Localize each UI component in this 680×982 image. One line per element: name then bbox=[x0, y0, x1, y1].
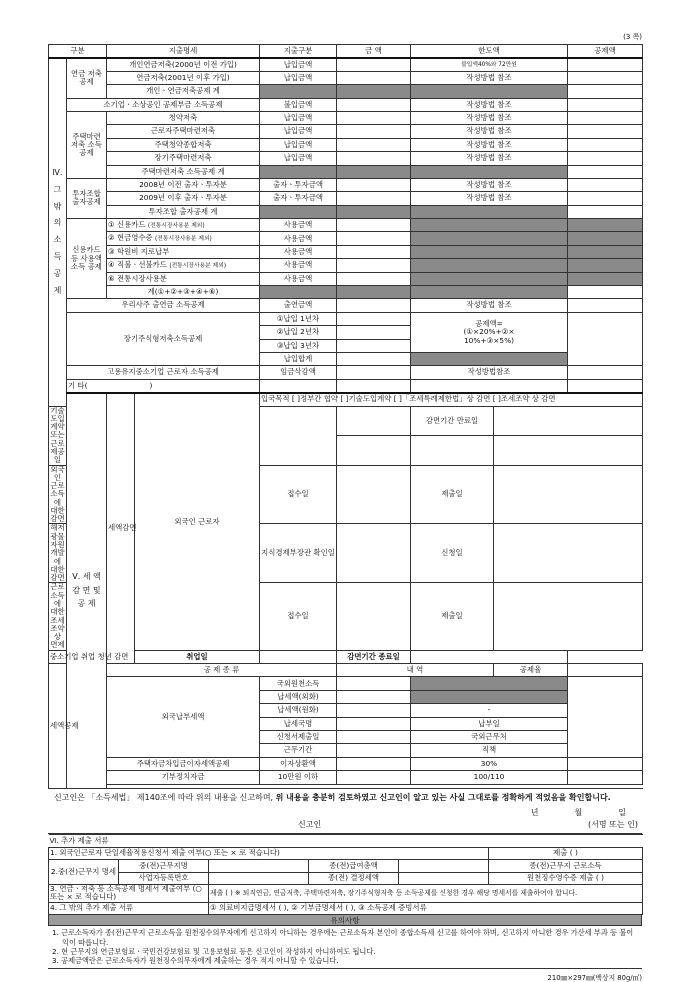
table-cell: 납세국명 bbox=[260, 717, 337, 730]
table-cell[interactable] bbox=[337, 219, 411, 232]
deduction-input[interactable] bbox=[568, 58, 643, 71]
table-cell: 신청일 bbox=[411, 524, 494, 583]
table-cell: 직책 bbox=[411, 744, 568, 757]
table-cell[interactable] bbox=[337, 436, 411, 465]
table-cell: 1. 외국인근로자 단일세율적용신청서 제출 여부(○ 또는 × 로 적습니다) bbox=[49, 847, 489, 860]
table-cell[interactable] bbox=[337, 690, 411, 703]
tax-form-page bbox=[48, 32, 642, 982]
table-cell bbox=[337, 85, 411, 98]
notes: 1. 근로소득자가 종(전)근무지 근로소득을 원천징수의무자에게 신고하지 아니하는 경우에는 근로소득자 본인이 종합소득세 신고를 하여야 하며, 신고하지 아니한 경우 가산세 부과 등 불이익이 따릅니다. 2. 현 근무지의 연금보험료ㆍ국민건강보험료 및 고용보험료 등은 신고인이 작성하지 아니하여도 됩니다. 3. 공제금액란은 근로소득자가 원천징수의무자에게 제출하는 경우 적지 아니할 수 있습니다. bbox=[48, 926, 642, 968]
section-4-label: Ⅳ. 그 밖 의 소 득 공 제 bbox=[49, 58, 67, 406]
table-cell: 납입금액 bbox=[260, 58, 337, 71]
table-cell bbox=[411, 85, 568, 98]
table-cell bbox=[568, 245, 643, 258]
table-cell: 금 액 bbox=[337, 45, 411, 58]
table-cell bbox=[568, 259, 643, 272]
table-cell: 세액공제 bbox=[49, 664, 67, 789]
table-cell[interactable] bbox=[337, 339, 411, 352]
amount-input[interactable] bbox=[337, 58, 411, 71]
table-cell: 사용금액 bbox=[260, 272, 337, 285]
table-cell: 출자ㆍ투자금액 bbox=[260, 178, 337, 191]
table-cell[interactable] bbox=[568, 71, 643, 84]
table-cell[interactable] bbox=[337, 232, 411, 245]
table-cell: 외국인 근로자 bbox=[135, 393, 260, 651]
table-cell[interactable] bbox=[568, 299, 643, 312]
table-cell[interactable] bbox=[568, 125, 643, 138]
table-cell: 근무기간 bbox=[260, 744, 337, 757]
table-cell: 국외근무처 bbox=[411, 731, 568, 744]
table-cell[interactable] bbox=[337, 111, 411, 124]
table-cell: 지출구분 bbox=[260, 45, 337, 58]
table-cell bbox=[568, 219, 643, 232]
table-cell: 사용금액 bbox=[260, 259, 337, 272]
table-cell[interactable]: 제출 ( ) ※ 퇴직연금, 연금저축, 주택마련저축, 장기주식형저축 등 소득공제를 신청한 경우 해당 명세서를 제출하여야 합니다. bbox=[209, 885, 643, 903]
table-cell: 납입금액 bbox=[260, 138, 337, 151]
table-cell bbox=[411, 205, 568, 218]
table-cell[interactable] bbox=[337, 125, 411, 138]
table-cell bbox=[260, 205, 337, 218]
table-cell[interactable] bbox=[568, 98, 643, 111]
table-cell: 작성방법참조 bbox=[411, 366, 568, 379]
table-cell: ① 의료비지급명세서 ( ), ② 기부금명세서 ( ), ③ 소득공제 증빙서류 bbox=[209, 902, 643, 915]
table-cell[interactable] bbox=[337, 366, 411, 379]
table-cell[interactable] bbox=[209, 872, 309, 885]
table-cell[interactable]: 제출 ( ) bbox=[489, 847, 643, 860]
table-cell: 작성방법 참조 bbox=[411, 299, 568, 312]
table-cell: 기부정치자금 bbox=[107, 771, 260, 784]
table-cell: 3. 연금ㆍ저축 등 소득공제 명세서 제출여부 (○ 또는 × 로 적습니다) bbox=[49, 885, 209, 903]
table-cell[interactable] bbox=[568, 771, 643, 784]
table-cell: 내 역 bbox=[337, 664, 494, 677]
table-cell[interactable] bbox=[337, 245, 411, 258]
table-cell[interactable] bbox=[337, 731, 411, 744]
table-cell: 개인ㆍ연금저축공제 계 bbox=[107, 85, 260, 98]
table-cell bbox=[411, 677, 568, 690]
table-cell[interactable] bbox=[337, 352, 411, 365]
table-cell: 장기주식형저축소득공제 bbox=[67, 312, 260, 366]
table-cell: ④ 직불ㆍ선불카드 (전통시장사용분 제외) bbox=[107, 259, 260, 272]
table-cell: 10만원 이하 bbox=[260, 771, 337, 784]
table-cell[interactable] bbox=[568, 152, 643, 165]
table-cell: 납입금액 bbox=[260, 152, 337, 165]
table-cell[interactable] bbox=[337, 744, 411, 757]
table-cell[interactable] bbox=[568, 379, 643, 392]
table-cell: 주택청약종합저축 bbox=[107, 138, 260, 151]
table-cell: 고용유지중소기업 근로자 소득공제 bbox=[67, 366, 260, 379]
table-cell: 30% bbox=[411, 757, 568, 770]
table-cell bbox=[411, 690, 568, 703]
table-cell: 투자조합 출자공제 bbox=[67, 178, 107, 218]
table-cell: Ⅵ. 추가 제출 서류 bbox=[49, 835, 643, 848]
table-cell: 작성방법 참조 bbox=[411, 138, 568, 151]
table-cell[interactable] bbox=[337, 524, 411, 583]
table-cell: 이자상환액 bbox=[260, 757, 337, 770]
table-cell bbox=[411, 286, 568, 299]
table-cell: 소기업ㆍ소상공인 공제부금 소득공제 bbox=[67, 98, 260, 111]
table-cell: 투자조합 출자공제 계 bbox=[107, 205, 260, 218]
table-cell: 100/110 bbox=[411, 771, 568, 784]
table-cell[interactable] bbox=[568, 312, 643, 366]
table-cell: 출연금액 bbox=[260, 299, 337, 312]
deduction-table bbox=[48, 44, 643, 789]
table-cell: 연금 저축공제 bbox=[67, 58, 107, 98]
table-cell: 제출일 bbox=[411, 583, 494, 650]
table-cell bbox=[411, 259, 568, 272]
table-cell: 연금저축(2001년 이후 가입) bbox=[107, 71, 260, 84]
table-cell bbox=[260, 286, 337, 299]
table-cell: ③ 학원비 지로납부 bbox=[107, 245, 260, 258]
table-cell: 납입금액 bbox=[260, 71, 337, 84]
additional-documents-table bbox=[48, 834, 643, 915]
table-cell: 공 제 종 류 bbox=[107, 664, 337, 677]
table-cell: 작성방법 참조 bbox=[411, 111, 568, 124]
table-cell: 작성방법 참조 bbox=[411, 71, 568, 84]
table-cell bbox=[411, 232, 568, 245]
table-cell bbox=[337, 165, 411, 178]
table-cell: 구분 bbox=[49, 45, 107, 58]
table-cell[interactable]: 입국목적 [ ]정부간 협약 [ ]기술도입계약 [ ]「조세특례제한법」상 감면 [ ]조세조약 상 감면 bbox=[260, 393, 643, 406]
table-cell: 주택마련저축 소득공제 계 bbox=[107, 165, 260, 178]
table-cell[interactable] bbox=[337, 98, 411, 111]
table-cell: 외국인 근로소득에 대한 감면 bbox=[50, 464, 65, 524]
table-cell: 주택마련 저축 소득공제 bbox=[67, 111, 107, 178]
table-cell: 제출일 bbox=[411, 465, 494, 524]
table-cell[interactable] bbox=[260, 406, 337, 465]
table-cell: 기술도입계약 또는 근로제공일 bbox=[50, 405, 65, 465]
table-cell: 개인연금저축(2000년 이전 가입) bbox=[107, 58, 260, 71]
table-cell: 납입금액 bbox=[260, 111, 337, 124]
table-cell: 출자ㆍ투자금액 bbox=[260, 192, 337, 205]
table-cell: 불입금액 bbox=[260, 98, 337, 111]
table-cell bbox=[411, 219, 568, 232]
table-cell bbox=[260, 85, 337, 98]
table-cell bbox=[411, 272, 568, 285]
table-cell[interactable] bbox=[337, 138, 411, 151]
table-cell[interactable] bbox=[568, 178, 643, 191]
table-cell: 납입합계 bbox=[260, 352, 337, 365]
signature-line[interactable]: 신고인 (서명 또는 인) bbox=[48, 819, 642, 834]
header-row bbox=[49, 45, 643, 58]
table-cell[interactable] bbox=[337, 71, 411, 84]
table-cell: 작성방법 참조 bbox=[411, 152, 568, 165]
paper-spec: 210㎜×297㎜(백상지 80g/㎡) bbox=[547, 973, 642, 982]
table-cell[interactable] bbox=[568, 85, 643, 98]
table-cell[interactable] bbox=[568, 366, 643, 379]
table-cell: 종(전)근무지 근로소득 bbox=[489, 860, 643, 873]
table-cell: ② 현금영수증 (전통시장사용분 제외) bbox=[107, 232, 260, 245]
table-cell: 신용카드 등 사용액 소득 공제 bbox=[67, 219, 107, 299]
table-cell: 납세액(외화) bbox=[260, 690, 337, 703]
table-cell: 지출명세 bbox=[107, 45, 260, 58]
table-cell[interactable] bbox=[568, 111, 643, 124]
table-cell: 세액감면 bbox=[107, 393, 135, 664]
table-cell: 납세액(원화) bbox=[260, 704, 337, 717]
table-cell: 국외원천소득 bbox=[260, 677, 337, 690]
table-cell[interactable] bbox=[337, 465, 411, 524]
table-cell: 지식경제부장관 확인일 bbox=[260, 524, 337, 583]
table-cell: 사용금액 bbox=[260, 219, 337, 232]
table-cell[interactable] bbox=[337, 152, 411, 165]
table-cell: 감면기간 만료일 bbox=[411, 406, 494, 435]
table-cell[interactable]: 원천징수영수증 제출 ( ) bbox=[489, 872, 643, 885]
table-cell: 공제액 bbox=[568, 45, 643, 58]
table-cell[interactable] bbox=[337, 757, 411, 770]
table-cell[interactable] bbox=[337, 192, 411, 205]
table-cell[interactable] bbox=[568, 138, 643, 151]
table-cell: 신청서제출일 bbox=[260, 731, 337, 744]
table-cell: 우리사주 출연금 소득공제 bbox=[67, 299, 260, 312]
table-cell[interactable] bbox=[337, 704, 411, 717]
table-cell: 사업자등록번호 bbox=[119, 872, 209, 885]
table-cell bbox=[411, 352, 568, 365]
table-cell[interactable] bbox=[399, 860, 489, 873]
table-cell[interactable] bbox=[260, 379, 337, 392]
table-cell[interactable] bbox=[411, 650, 568, 663]
table-cell[interactable] bbox=[411, 379, 568, 392]
table-cell: 납부일 bbox=[411, 717, 568, 730]
table-cell: 작성방법 참조 bbox=[411, 192, 568, 205]
table-cell: ⑥ 전통시장사용분 bbox=[107, 272, 260, 285]
table-cell: 종(전) 결정세액 bbox=[309, 872, 399, 885]
section-5-label: Ⅴ. 세 액 감 면 및 공 제 bbox=[67, 393, 107, 788]
table-cell: ③납입 3년차 bbox=[260, 339, 337, 352]
table-cell[interactable] bbox=[399, 872, 489, 885]
table-cell: 감면기간 종료일 bbox=[337, 650, 411, 663]
table-cell[interactable] bbox=[494, 524, 643, 583]
table-cell[interactable] bbox=[494, 406, 643, 435]
table-cell: 접수일 bbox=[260, 583, 337, 650]
table-cell[interactable] bbox=[337, 379, 411, 392]
table-cell[interactable] bbox=[337, 312, 411, 325]
table-cell bbox=[337, 286, 411, 299]
notes-title: 유의사항 bbox=[48, 915, 642, 926]
table-cell: 계(①+②+③+④+⑥) bbox=[107, 286, 260, 299]
table-cell: - bbox=[411, 704, 568, 717]
table-cell bbox=[260, 165, 337, 178]
page-number: (3 쪽) bbox=[623, 33, 642, 41]
table-cell[interactable] bbox=[337, 771, 411, 784]
table-cell: 2008년 이전 출자ㆍ투자분 bbox=[107, 178, 260, 191]
table-cell: 외국납부세액 bbox=[107, 677, 260, 757]
table-cell: 사용금액 bbox=[260, 232, 337, 245]
table-cell[interactable] bbox=[337, 178, 411, 191]
table-cell: 2.중(전)근무지 명세 bbox=[49, 860, 119, 885]
table-cell: 납입금액 bbox=[260, 125, 337, 138]
table-cell: 장기주택마련저축 bbox=[107, 152, 260, 165]
table-cell bbox=[568, 272, 643, 285]
declaration: 신고인은 「소득세법」 제140조에 따라 위의 내용을 신고하며, 위 내용을 충분히 검토하였고 신고인이 알고 있는 사실 그대로를 정확하게 적었음을 확인합니다. bbox=[54, 792, 611, 802]
table-cell[interactable] bbox=[568, 205, 643, 218]
table-cell: 근로소득에 대한 조세조약 상 면제 bbox=[50, 582, 65, 650]
table-cell bbox=[107, 784, 643, 788]
table-cell: 한도액 bbox=[411, 45, 568, 58]
table-cell[interactable] bbox=[568, 757, 643, 770]
table-cell: 기 타( ) bbox=[67, 379, 260, 392]
table-cell: 종(전)급여총액 bbox=[309, 860, 399, 873]
table-cell[interactable] bbox=[568, 165, 643, 178]
table-cell: 취업일 bbox=[135, 650, 260, 663]
table-cell[interactable] bbox=[337, 583, 411, 650]
table-cell: 주택자금차입금이자세액공제 bbox=[107, 757, 260, 770]
table-cell[interactable] bbox=[568, 677, 643, 757]
table-cell bbox=[337, 205, 411, 218]
table-cell[interactable] bbox=[337, 406, 411, 435]
table-cell[interactable] bbox=[568, 192, 643, 205]
table-cell: 작성방법 참조 bbox=[411, 125, 568, 138]
table-cell: 해저광물자원개발에 대한 감면 bbox=[50, 523, 65, 583]
table-cell: 4. 그 밖의 추가 제출 서류 bbox=[49, 902, 209, 915]
table-cell[interactable] bbox=[568, 664, 643, 677]
table-cell bbox=[494, 436, 643, 465]
table-cell bbox=[411, 436, 494, 465]
table-cell: 임금삭감액 bbox=[260, 366, 337, 379]
table-cell: 2009년 이후 출자ㆍ투자분 bbox=[107, 192, 260, 205]
table-cell: 중소기업 취업 청년 감면 bbox=[49, 650, 107, 663]
table-cell[interactable] bbox=[337, 272, 411, 285]
table-cell[interactable] bbox=[337, 717, 411, 730]
signature-date[interactable]: 년 월 일 bbox=[530, 808, 626, 818]
table-cell bbox=[568, 232, 643, 245]
table-cell[interactable] bbox=[337, 677, 411, 690]
table-cell[interactable] bbox=[337, 259, 411, 272]
table-cell: 작성방법 참조 bbox=[411, 98, 568, 111]
table-cell: ②납입 2년차 bbox=[260, 326, 337, 339]
table-cell: ①납입 1년차 bbox=[260, 312, 337, 325]
table-cell: 공제율 bbox=[494, 664, 568, 677]
table-cell: 근로자주택마련저축 bbox=[107, 125, 260, 138]
table-cell: ① 신용카드 (전통시장사용분 제외) bbox=[107, 219, 260, 232]
table-cell[interactable] bbox=[209, 860, 309, 873]
table-cell[interactable] bbox=[337, 326, 411, 339]
table-cell: 중(전)근무지명 bbox=[119, 860, 209, 873]
table-cell[interactable] bbox=[494, 583, 643, 650]
table-cell bbox=[411, 165, 568, 178]
table-cell[interactable] bbox=[337, 299, 411, 312]
table-cell: 청약저축 bbox=[107, 111, 260, 124]
table-cell: 공제액= (①×20%+②× 10%+③×5%) bbox=[411, 312, 568, 352]
table-cell bbox=[411, 245, 568, 258]
table-cell[interactable] bbox=[494, 465, 643, 524]
table-cell: 접수일 bbox=[260, 465, 337, 524]
table-cell[interactable] bbox=[568, 286, 643, 299]
table-cell: 작성방법 참조 bbox=[411, 178, 568, 191]
table-cell[interactable] bbox=[260, 650, 337, 663]
table-cell: 불입액40%와 72만원 bbox=[411, 58, 568, 71]
table-cell: 사용금액 bbox=[260, 245, 337, 258]
